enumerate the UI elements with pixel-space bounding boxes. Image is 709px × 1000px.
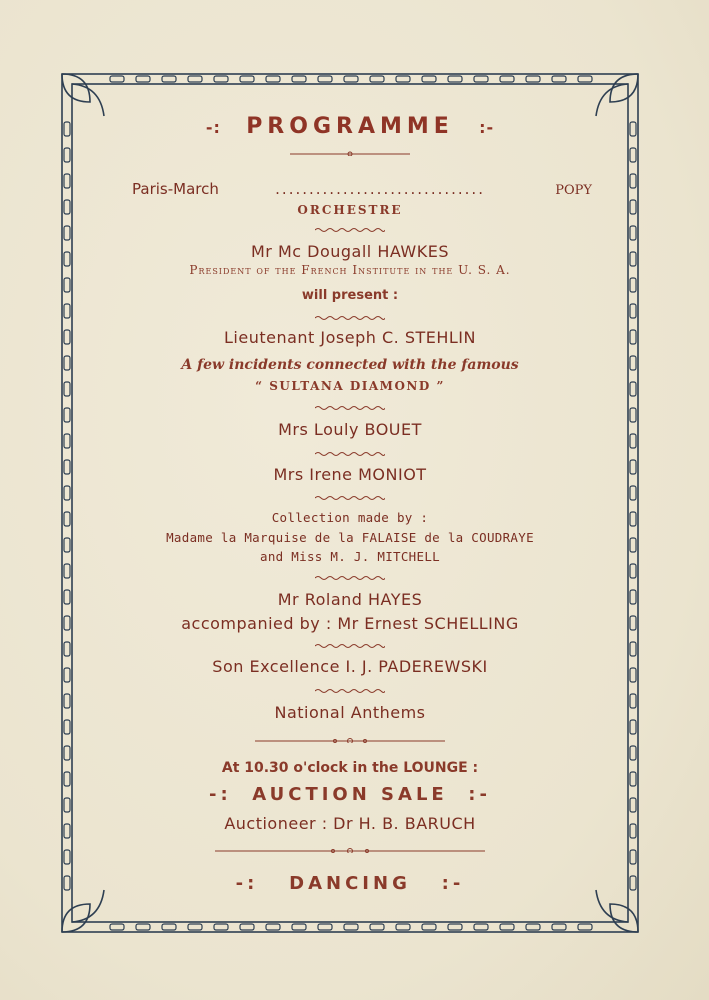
performer-bouet: Mrs Louly BOUET <box>278 420 422 439</box>
auction-right-mark: :- <box>468 784 491 805</box>
piece-title: Paris-March <box>132 180 219 198</box>
dancing-text: DANCING <box>289 873 411 894</box>
auctioneer: Auctioneer : Dr H. B. BARUCH <box>224 814 476 833</box>
divider-ornament <box>255 737 445 743</box>
wavy-divider <box>315 495 385 501</box>
leader-dots: ............................... <box>275 180 485 198</box>
dancing-heading <box>60 873 640 894</box>
divider-ornament <box>215 847 485 853</box>
speaker-topic-title: “ SULTANA DIAMOND ” <box>255 379 445 393</box>
auction-heading <box>60 784 640 805</box>
wavy-divider <box>315 227 385 233</box>
title-text: PROGRAMME <box>246 114 454 139</box>
collection-heading: Collection made by : <box>271 510 429 525</box>
presenter-role: President of the French Institute in the U. S. A. <box>189 263 511 277</box>
collection-mitchell: and Miss M. J. MITCHELL <box>260 549 440 564</box>
lounge-time: At 10.30 o'clock in the LOUNGE : <box>221 760 479 776</box>
wavy-divider <box>315 688 385 694</box>
wavy-divider <box>315 451 385 457</box>
presenter-name: Mr Mc Dougall HAWKES <box>250 242 450 261</box>
opening-item <box>132 180 592 198</box>
singer-name: Mr Roland HAYES <box>277 590 423 609</box>
divider-ornament <box>290 150 410 156</box>
paderewski: Son Excellence I. J. PADEREWSKI <box>212 657 488 676</box>
dancing-left-mark: -: <box>235 873 259 894</box>
wavy-divider <box>315 643 385 649</box>
programme-content <box>60 72 640 934</box>
presenter-action: will present : <box>301 288 399 303</box>
programme-title <box>60 114 640 139</box>
collection-marquise: Madame la Marquise de la FALAISE de la COUDRAYE <box>166 530 534 545</box>
wavy-divider <box>315 315 385 321</box>
composer: POPY <box>555 183 592 198</box>
auction-left-mark: -: <box>209 784 232 805</box>
singer-accompaniment: accompanied by : Mr Ernest SCHELLING <box>181 614 519 633</box>
title-right-mark: :- <box>479 118 495 137</box>
auction-text: AUCTION SALE <box>252 784 448 805</box>
wavy-divider <box>315 575 385 581</box>
performer-orchestre: ORCHESTRE <box>297 203 403 217</box>
title-left-mark: -: <box>205 118 221 137</box>
wavy-divider <box>315 405 385 411</box>
national-anthems: National Anthems <box>274 703 426 722</box>
speaker-topic: A few incidents connected with the famous <box>181 357 519 373</box>
speaker-name: Lieutenant Joseph C. STEHLIN <box>224 328 476 347</box>
dancing-right-mark: :- <box>441 873 465 894</box>
performer-moniot: Mrs Irene MONIOT <box>273 465 427 484</box>
